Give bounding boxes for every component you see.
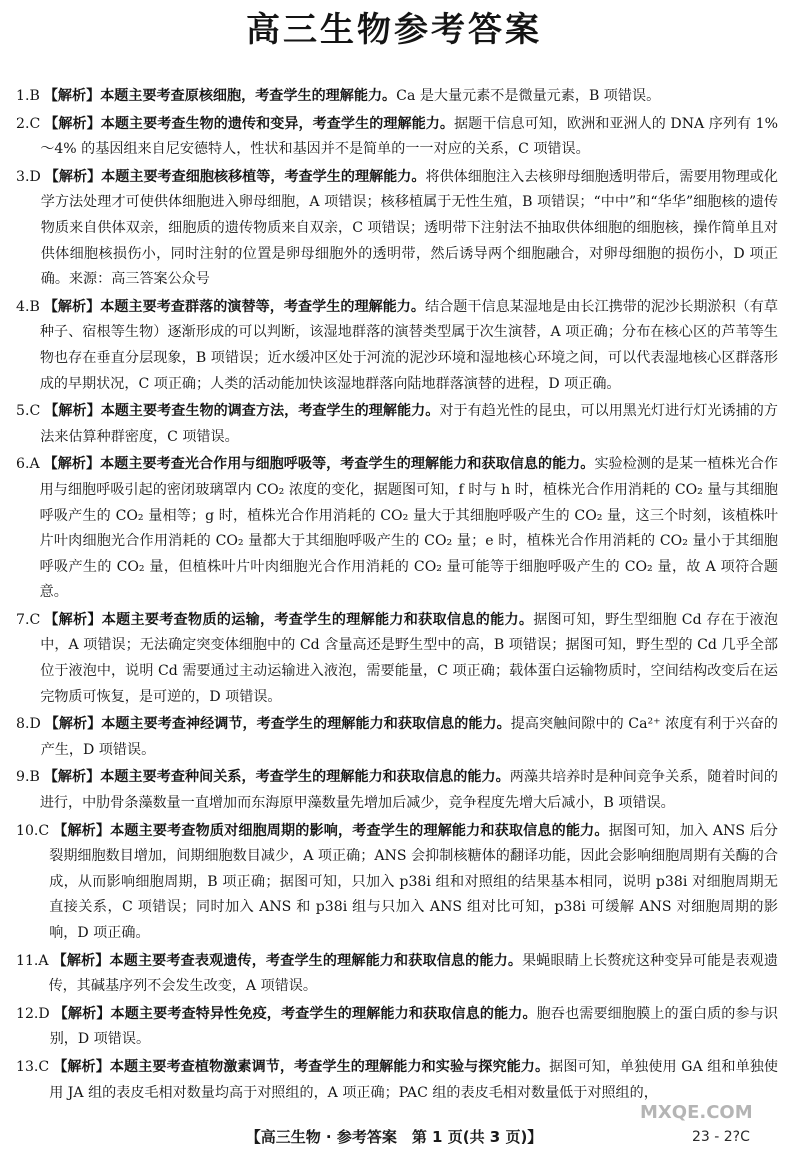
page-title: 高三生物参考答案 xyxy=(246,10,542,50)
answer-body xyxy=(40,295,778,397)
answer-item-6 xyxy=(16,452,778,606)
question-number: 11.A xyxy=(16,952,49,969)
answer-text: Ca 是大量元素不是微量元素，B 项错误。 xyxy=(396,88,661,104)
answer-item-1 xyxy=(16,84,778,110)
analysis-tag: 【解析】 xyxy=(43,456,101,473)
question-focus: 本题主要考查原核细胞，考查学生的理解能力。 xyxy=(100,88,397,104)
question-number: 2.C xyxy=(16,115,41,132)
answer-body xyxy=(40,608,778,710)
question-focus: 本题主要考查群落的演替等，考查学生的理解能力。 xyxy=(100,298,426,315)
answer-item-12 xyxy=(16,1002,778,1053)
analysis-tag: 【解析】 xyxy=(53,1005,111,1022)
answer-item-8 xyxy=(16,712,778,763)
answer-item-13 xyxy=(16,1055,778,1106)
analysis-tag: 【解析】 xyxy=(44,168,102,185)
question-number: 3.D xyxy=(16,168,41,185)
answer-text: 提高突触间隙中的 Ca²⁺ 浓度有利于兴奋的产生，D 项错误。 xyxy=(40,716,779,758)
question-number: 13.C xyxy=(16,1058,50,1075)
answer-text: 据题干信息可知，欧洲和亚洲人的 DNA 序列有 1%～4% 的基因组来自尼安德特人，性状和基因并不是简单的一一对应的关系，C 项错误。 xyxy=(40,115,778,158)
question-focus: 本题主要考查生物的遗传和变异，考查学生的理解能力。 xyxy=(100,115,454,132)
answer-item-7 xyxy=(16,608,778,710)
answer-body xyxy=(40,452,778,606)
question-number: 5.C xyxy=(16,403,41,420)
page-footer: 【高三生物 · 参考答案 第 1 页(共 3 页)】 xyxy=(245,1128,543,1146)
question-focus: 本题主要考查光合作用与细胞呼吸等，考查学生的理解能力和获取信息的能力。 xyxy=(100,456,595,473)
answer-item-11 xyxy=(16,949,778,1000)
watermark-logo: MXQE.COM xyxy=(640,1102,753,1123)
question-number: 7.C xyxy=(16,611,41,628)
question-number: 1.B xyxy=(16,88,40,104)
question-number: 10.C xyxy=(16,822,50,839)
analysis-tag: 【解析】 xyxy=(43,298,101,315)
question-number: 9.B xyxy=(16,769,40,786)
answer-body xyxy=(49,949,778,1000)
answer-body xyxy=(41,165,778,293)
answer-body xyxy=(40,112,778,163)
answer-item-5 xyxy=(16,399,778,450)
question-number: 8.D xyxy=(16,716,41,733)
answer-text: 两藻共培养时是种间竞争关系，随着时间的进行，中肋骨条藻数量一直增加而东海原甲藻数量先增加后减少，竞争程度先增大后减小，B 项错误。 xyxy=(39,769,779,812)
question-focus: 本题主要考查生物的调查方法，考查学生的理解能力。 xyxy=(100,403,440,420)
question-focus: 本题主要考查表观遗传，考查学生的理解能力和获取信息的能力。 xyxy=(109,952,523,969)
answer-body xyxy=(49,819,778,947)
answer-text: 胞吞也需要细胞膜上的蛋白质的参与识别，D 项错误。 xyxy=(49,1005,779,1048)
answer-body xyxy=(50,1002,778,1053)
analysis-tag: 【解析】 xyxy=(43,88,101,104)
question-focus: 本题主要考查物质对细胞周期的影响，考查学生的理解能力和获取信息的能力。 xyxy=(110,822,609,839)
answer-item-2 xyxy=(16,112,778,163)
question-focus: 本题主要考查物质的运输，考查学生的理解能力和获取信息的能力。 xyxy=(101,611,534,628)
answer-body xyxy=(49,1055,778,1106)
answer-text: 据图可知，加入 ANS 后分裂期细胞数目增加，间期细胞数目减少，A 项正确；ANS 会抑制核糖体的翻译功能，因此会影响细胞周期有关酶的合成，从而影响细胞周期，B 项正确；据图可知，只加入 p38i 组和对照组的结果基本相同，说明 p38i 对细胞周期无直接关系，C 项错误；同时加入 ANS 和 p38i 组与只加入 ANS 组对比可知，p38i 可缓解 ANS 对细胞周期的影响，D 项正确。 xyxy=(49,822,779,941)
answer-item-10 xyxy=(16,819,778,947)
exam-code: 23 - 2?C xyxy=(692,1129,750,1145)
question-focus: 本题主要考查植物激素调节，考查学生的理解能力和实验与探究能力。 xyxy=(109,1058,550,1075)
answer-item-9 xyxy=(16,765,778,816)
answer-text: 据图可知，野生型细胞 Cd 存在于液泡中，A 项错误；无法确定突变体细胞中的 Cd 含量高还是野生型中的高，B 项错误；据图可知，野生型的 Cd 几乎全部位于液泡中，说明 Cd 需要通过主动运输进入液泡，需要能量，C 项正确；载体蛋白运输物质时，空间结构改变后在运完物质可恢复，是可逆的，D 项错误。 xyxy=(40,611,778,705)
answer-item-4 xyxy=(16,295,778,397)
analysis-tag: 【解析】 xyxy=(44,115,101,132)
analysis-tag: 【解析】 xyxy=(44,611,102,628)
answer-body xyxy=(41,712,778,763)
answer-text: 将供体细胞注入去核卵母细胞透明带后，需要用物理或化学方法处理才可使供体细胞进入卵母细胞，A 项错误；核移植属于无性生殖，B 项错误；“中中”和“华华”细胞核的遗传物质来自供体双亲，细胞质的遗传物质来自双亲，C 项错误；透明带下注射法不抽取供体细胞的细胞核，操作简单且对供体细胞核损伤小，同时注射的位置是卵母细胞外的透明带，然后诱导两个细胞融合，对卵母细胞的损伤小，D 项正确。来源：高三答案公众号 xyxy=(40,168,779,288)
question-focus: 本题主要考查特异性免疫，考查学生的理解能力和获取信息的能力。 xyxy=(110,1005,537,1022)
answer-text: 结合题干信息某湿地是由长江携带的泥沙长期淤积（有草种子、宿根等生物）逐渐形成的可以判断，该湿地群落的演替类型属于次生演替，A 项正确；分布在核心区的芦苇等生物也存在垂直分层现象，B 项错误；近水缓冲区处于河流的泥沙环境和湿地核心环境之间，可以代表湿地核心区群落形成的早期状况，C 项正确；人类的活动能加快该湿地群落向陆地群落演替的进程，D 项正确。 xyxy=(39,298,779,392)
answer-text: 据图可知，单独使用 GA 组和单独使用 JA 组的表皮毛相对数量均高于对照组的，A 项正确；PAC 组的表皮毛相对数量低于对照组的， xyxy=(49,1058,779,1101)
answer-text: 对于有趋光性的昆虫，可以用黑光灯进行灯光诱捕的方法来估算种群密度，C 项错误。 xyxy=(40,403,779,445)
analysis-tag: 【解析】 xyxy=(53,822,111,839)
answer-text: 果蝇眼睛上长赘疣这种变异可能是表观遗传，其碱基序列不会发生改变，A 项错误。 xyxy=(48,952,779,995)
question-focus: 本题主要考查种间关系，考查学生的理解能力和获取信息的能力。 xyxy=(100,769,510,786)
analysis-tag: 【解析】 xyxy=(43,769,101,786)
question-focus: 本题主要考查神经调节，考查学生的理解能力和获取信息的能力。 xyxy=(101,716,511,733)
analysis-tag: 【解析】 xyxy=(44,403,101,420)
answer-item-3 xyxy=(16,165,778,293)
question-focus: 本题主要考查细胞核移植等，考查学生的理解能力。 xyxy=(101,168,426,185)
answer-text: 实验检测的是某一植株光合作用与细胞呼吸引起的密闭玻璃罩内 CO₂ 浓度的变化，据题图可知，f 时与 h 时，植株光合作用消耗的 CO₂ 量与其细胞呼吸产生的 CO₂ 量相等；g 时，植株光合作用消耗的 CO₂ 量大于其细胞呼吸产生的 CO₂ 量，这三个时刻，该植株叶片叶肉细胞光合作用消耗的 CO₂ 量都大于其细胞呼吸产生的 CO₂ 量；e 时，植株光合作用消耗的 CO₂ 量小于其细胞呼吸产生的 CO₂ 量，但植株叶片叶肉细胞光合作用消耗的 CO₂ 量可能等于细胞呼吸产生的 CO₂ 量，故 A 项符合题意。 xyxy=(39,456,779,601)
answer-list xyxy=(16,84,778,1108)
analysis-tag: 【解析】 xyxy=(44,716,102,733)
question-number: 6.A xyxy=(16,456,40,473)
analysis-tag: 【解析】 xyxy=(53,1058,110,1075)
answer-body xyxy=(40,84,778,110)
answer-body xyxy=(40,765,778,816)
answer-body xyxy=(40,399,778,450)
question-number: 4.B xyxy=(16,298,40,315)
analysis-tag: 【解析】 xyxy=(52,952,110,969)
question-number: 12.D xyxy=(16,1005,50,1022)
